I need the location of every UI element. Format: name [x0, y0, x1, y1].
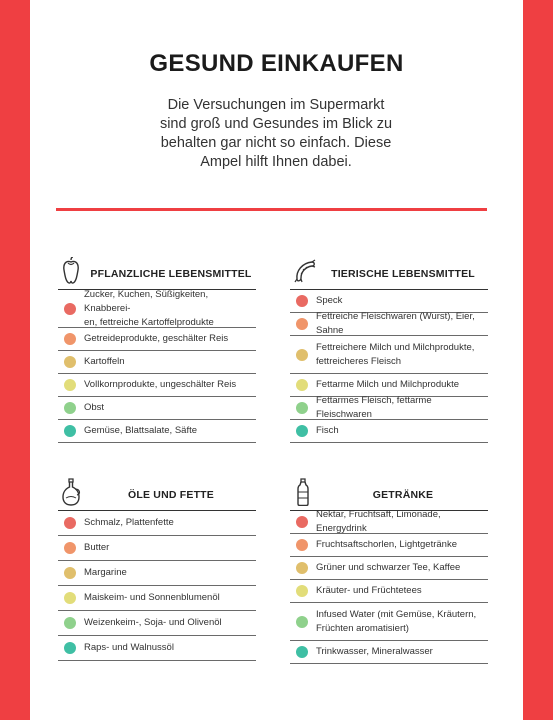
item-text: Fisch — [316, 425, 339, 436]
item-text: Fettarme Milch und Milchprodukte — [316, 379, 460, 390]
item-text: Fettarmes Fleisch, fettarme Fleischwaren — [316, 395, 432, 420]
list-item — [290, 511, 488, 534]
list-item — [290, 557, 488, 580]
section-title: GETRÄNKE — [372, 489, 434, 501]
list-item — [58, 636, 256, 661]
list-item — [290, 420, 488, 443]
item-text: Raps- und Walnussöl — [84, 642, 174, 653]
list-item — [290, 603, 488, 641]
water-bottle-icon — [292, 478, 314, 506]
item-text: Schmalz, Plattenfette — [84, 517, 174, 528]
item-text: Nektar, Fruchtsaft, Limonade, Energydrink — [316, 509, 441, 534]
traffic-dot — [296, 349, 308, 361]
list-item — [290, 397, 488, 420]
list-item — [58, 420, 256, 443]
item-text: Obst — [84, 402, 105, 413]
traffic-dot — [64, 617, 76, 629]
list-item — [58, 328, 256, 351]
list-item — [290, 641, 488, 664]
item-text: Getreideprodukte, geschälter Reis — [84, 333, 229, 344]
section-header — [290, 478, 488, 511]
traffic-dot — [64, 303, 76, 315]
traffic-dot — [296, 318, 308, 330]
item-text: Maiskeim- und Sonnenblumenöl — [84, 592, 220, 603]
intro-line: behalten gar nicht so einfach. Diese — [160, 135, 392, 151]
section-oele — [58, 478, 256, 661]
traffic-dot — [64, 379, 76, 391]
traffic-dot — [296, 585, 308, 597]
list-item — [58, 290, 256, 328]
intro-line: Die Versuchungen im Supermarkt — [167, 97, 385, 113]
red-divider — [56, 208, 487, 211]
traffic-dot — [296, 562, 308, 574]
traffic-dot — [296, 402, 308, 414]
item-text: Zucker, Kuchen, Süßigkeiten, Knabberei- en, fettreiche Kartoffelprodukte — [84, 288, 214, 328]
oil-bottle-icon — [60, 478, 82, 506]
item-text: Kräuter- und Früchtetees — [316, 585, 422, 596]
list-item — [58, 511, 256, 536]
intro-line: Ampel hilft Ihnen dabei. — [200, 154, 352, 170]
section-header — [58, 257, 256, 290]
item-text: Kartoffeln — [84, 356, 125, 367]
section-header — [290, 257, 488, 290]
section-title: ÖLE UND FETTE — [127, 489, 214, 501]
item-text: Vollkornprodukte, ungeschälter Reis — [84, 379, 237, 390]
item-text: Butter — [84, 542, 110, 553]
section-header — [58, 478, 256, 511]
item-text: Gemüse, Blattsalate, Säfte — [84, 425, 198, 436]
list-item — [290, 336, 488, 374]
intro-line: sind groß und Gesundes im Blick zu — [159, 116, 393, 132]
traffic-dot — [296, 295, 308, 307]
traffic-dot — [64, 517, 76, 529]
list-item — [290, 580, 488, 603]
traffic-dot — [296, 616, 308, 628]
section-title: TIERISCHE LEBENSMITTEL — [331, 268, 475, 280]
list-item — [58, 536, 256, 561]
traffic-dot — [296, 425, 308, 437]
list-item — [58, 561, 256, 586]
traffic-dot — [64, 542, 76, 554]
item-text: Speck — [316, 295, 343, 306]
item-text: Fruchtsaftschorlen, Lightgetränke — [316, 539, 457, 550]
traffic-dot — [64, 402, 76, 414]
traffic-dot — [296, 516, 308, 528]
list-item — [58, 351, 256, 374]
info-sheet — [30, 0, 523, 720]
item-text: Infused Water (mit Gemüse, Kräutern, Früchten aromatisiert) — [316, 608, 477, 634]
traffic-dot — [296, 646, 308, 658]
item-text: Margarine — [84, 567, 127, 578]
traffic-dot — [296, 379, 308, 391]
traffic-dot — [64, 425, 76, 437]
item-text: Fettreichere Milch und Milchprodukte, fettreicheres Fleisch — [316, 341, 475, 367]
item-text: Weizenkeim-, Soja- und Olivenöl — [84, 617, 222, 628]
page-title: GESUND EINKAUFEN — [149, 50, 404, 77]
list-item — [290, 313, 488, 336]
traffic-dot — [64, 567, 76, 579]
item-text: Fettreiche Fleischwaren (Wurst), Eier, Sahne — [316, 311, 475, 336]
section-tierisch — [290, 257, 488, 443]
list-item — [58, 611, 256, 636]
list-item — [58, 397, 256, 420]
item-text: Grüner und schwarzer Tee, Kaffee — [316, 562, 461, 573]
traffic-dot — [64, 356, 76, 368]
traffic-dot — [64, 333, 76, 345]
list-item — [58, 586, 256, 611]
item-text: Trinkwasser, Mineralwasser — [316, 646, 433, 657]
section-getraenke — [290, 478, 488, 664]
traffic-dot — [64, 592, 76, 604]
bell-pepper-icon — [60, 257, 82, 285]
section-title: PFLANZLICHE LEBENSMITTEL — [90, 268, 252, 280]
list-item — [58, 374, 256, 397]
list-item — [290, 534, 488, 557]
traffic-dot — [64, 642, 76, 654]
sausage-icon — [292, 257, 318, 285]
section-pflanzlich — [58, 257, 256, 443]
intro-text — [126, 96, 426, 172]
traffic-dot — [296, 539, 308, 551]
